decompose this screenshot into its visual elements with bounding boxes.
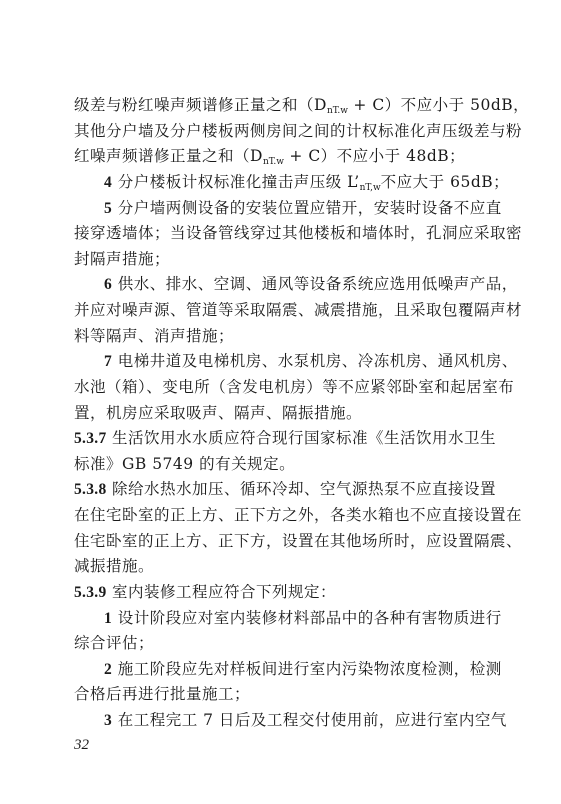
section-clause: [74, 582, 561, 603]
text-segment: 在住宅卧室的正上方、正下方之外，各类水箱也不应直接设置在: [74, 506, 523, 524]
list-item: [104, 274, 561, 295]
text-line: [74, 300, 561, 320]
text-segment: 分户墙两侧设备的安装位置应错开，安装时设备不应直: [117, 199, 502, 217]
item-number: 3: [104, 712, 113, 729]
subscript: nT,w: [359, 183, 381, 193]
list-item: [104, 710, 561, 731]
text-segment: 料等隔声、消声措施；: [74, 327, 235, 345]
text-segment: 室内装修工程应符合下列规定：: [111, 583, 336, 601]
page-number: 32: [74, 737, 89, 753]
text-segment: 其他分户墙及分户楼板两侧房间之间的计权标准化声压级差与粉: [74, 122, 523, 140]
item-number: 5: [104, 200, 113, 217]
text-segment: + C）不应小于 50dB，: [347, 96, 530, 114]
text-line: [74, 684, 561, 704]
list-item: [104, 659, 561, 680]
text-segment: + C）不应小于 48dB；: [283, 147, 466, 165]
list-item: [104, 198, 561, 219]
text-segment: 设计阶段应对室内装修材料部品中的各种有害物质进行: [117, 609, 502, 627]
text-line: [74, 531, 561, 551]
item-number: 2: [104, 661, 113, 678]
text-segment: 标准》GB 5749 的有关规定。: [74, 455, 296, 473]
subscript: nT.w: [262, 157, 284, 167]
text-line: [74, 223, 561, 243]
text-segment: 住宅卧室的正上方、正下方，设置在其他场所时，应设置隔震、: [74, 532, 523, 550]
text-line: [74, 505, 561, 525]
text-segment: 除给水热水加压、循环冷却、空气源热泵不应直接设置: [111, 480, 496, 498]
text-segment: 接穿透墙体；当设备管线穿过其他楼板和墙体时，孔洞应采取密: [74, 224, 523, 242]
text-segment: 减振措施。: [74, 557, 155, 575]
text-segment: 红噪声频谱修正量之和（D: [74, 147, 263, 165]
text-line: [74, 249, 561, 269]
text-line: [74, 326, 561, 346]
list-item: [104, 351, 561, 372]
text-segment: 并应对噪声源、管道等采取隔震、减震措施，且采取包覆隔声材: [74, 301, 523, 319]
text-segment: 供水、排水、空调、通风等设备系统应选用低噪声产品，: [117, 275, 518, 293]
text-segment: 综合评估；: [74, 634, 155, 652]
text-segment: 合格后再进行批量施工；: [74, 685, 251, 703]
item-number: 6: [104, 276, 113, 293]
list-item: [104, 608, 561, 629]
text-segment: 水池（箱）、变电所（含发电机房）等不应紧邻卧室和起居室布: [74, 378, 515, 396]
text-line: [74, 377, 561, 397]
text-line: [74, 403, 561, 423]
item-number: 4: [104, 174, 113, 191]
text-line: [74, 95, 561, 121]
item-number: 1: [104, 610, 113, 627]
text-segment: 封隔声措施；: [74, 250, 171, 268]
list-item: [104, 172, 561, 198]
text-line: [74, 146, 561, 172]
text-line: [74, 556, 561, 576]
text-segment: 生活饮用水水质应符合现行国家标准《生活饮用水卫生: [111, 429, 496, 447]
clause-number: 5.3.9: [74, 584, 107, 601]
subscript: nT.w: [326, 106, 348, 116]
text-line: [74, 633, 561, 653]
text-line: [74, 454, 561, 474]
text-line: [74, 121, 561, 141]
clause-number: 5.3.7: [74, 430, 107, 447]
text-segment: 施工阶段应先对样板间进行室内污染物浓度检测，检测: [117, 660, 502, 678]
text-segment: 置，机房应采取吸声、隔声、隔振措施。: [74, 404, 363, 422]
section-clause: [74, 428, 561, 449]
clause-number: 5.3.8: [74, 481, 107, 498]
text-segment: 电梯井道及电梯机房、水泵机房、冷冻机房、通风机房、: [117, 352, 518, 370]
text-segment: 分户楼板计权标准化撞击声压级 L’: [117, 173, 360, 191]
item-number: 7: [104, 353, 113, 370]
text-segment: 级差与粉红噪声频谱修正量之和（D: [74, 96, 327, 114]
text-segment: 不应大于 65dB；: [380, 173, 510, 191]
section-clause: [74, 479, 561, 500]
text-segment: 在工程完工 7 日后及工程交付使用前，应进行室内空气: [117, 711, 507, 729]
